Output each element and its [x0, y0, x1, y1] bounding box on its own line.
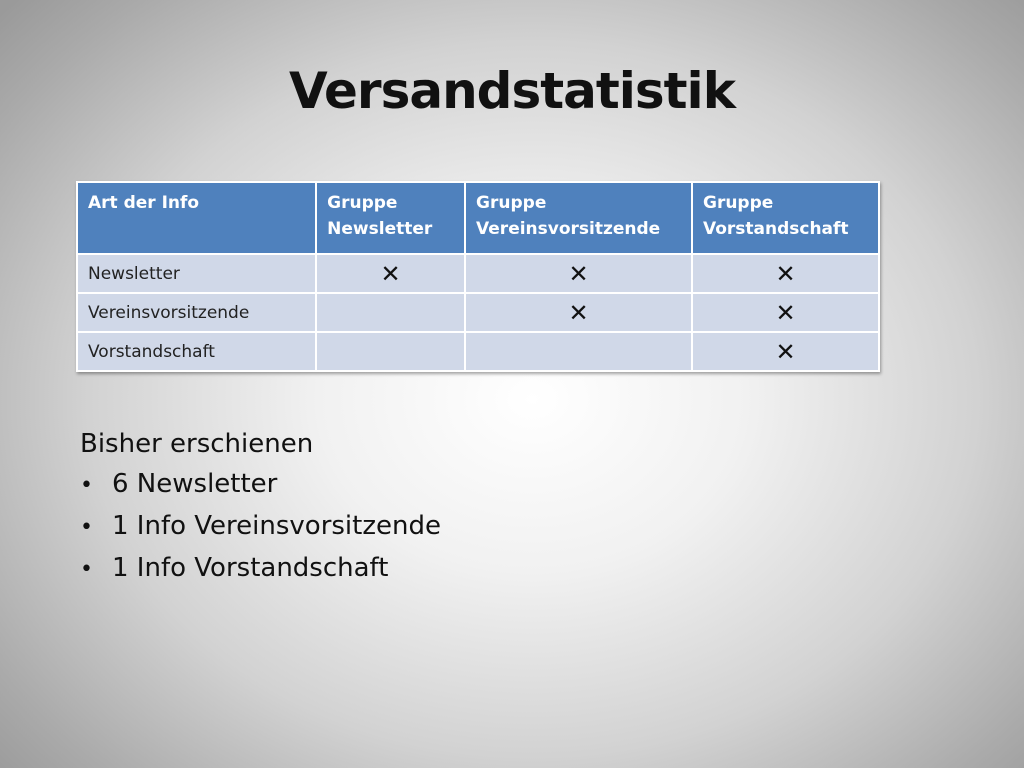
header-line: Vereinsvorsitzende	[476, 219, 661, 239]
mark-cell	[693, 294, 878, 331]
mark-cell	[317, 255, 464, 292]
cross-mark-icon: ✕	[568, 259, 589, 288]
header-gruppe-vereinsvorsitzende	[466, 183, 691, 253]
list-item	[80, 548, 441, 590]
header-gruppe-newsletter	[317, 183, 464, 253]
list-item-text: 1 Info Vereinsvorsitzende	[112, 511, 441, 541]
header-art-der-info	[78, 183, 315, 253]
header-line: Gruppe	[476, 193, 547, 213]
mark-cell	[317, 333, 464, 370]
table-row	[78, 255, 878, 292]
cross-mark-icon: ✕	[775, 337, 796, 366]
distribution-table	[76, 181, 880, 372]
cross-mark-icon: ✕	[380, 259, 401, 288]
header-line: Gruppe	[702, 193, 774, 213]
header-gruppe-vorstandschaft	[693, 183, 878, 253]
row-label: Newsletter	[78, 255, 315, 292]
mark-cell	[317, 294, 464, 331]
mark-cell	[693, 255, 878, 292]
cross-mark-icon: ✕	[775, 298, 796, 327]
row-label: Vorstandschaft	[78, 333, 315, 370]
summary-section	[80, 424, 441, 590]
summary-list	[80, 464, 441, 590]
table-header-row	[78, 183, 878, 253]
table-row	[78, 294, 878, 331]
row-label: Vereinsvorsitzende	[78, 294, 315, 331]
slide-title: Versandstatistik	[289, 62, 735, 120]
header-line: Gruppe	[327, 193, 398, 213]
mark-cell	[466, 255, 691, 292]
list-item	[80, 464, 441, 506]
list-item-text: 1 Info Vorstandschaft	[112, 553, 389, 583]
bullet-icon: •	[80, 557, 93, 582]
cross-mark-icon: ✕	[568, 298, 589, 327]
bullet-icon: •	[80, 515, 93, 540]
summary-heading: Bisher erschienen	[80, 429, 314, 459]
cross-mark-icon: ✕	[775, 259, 796, 288]
mark-cell	[466, 294, 691, 331]
header-line: Vorstandschaft	[702, 219, 849, 239]
mark-cell	[466, 333, 691, 370]
list-item	[80, 506, 441, 548]
mark-cell	[693, 333, 878, 370]
header-line: Newsletter	[327, 219, 433, 239]
table-row	[78, 333, 878, 370]
header-line: Art der Info	[88, 193, 200, 213]
list-item-text: 6 Newsletter	[112, 469, 278, 499]
bullet-icon: •	[80, 473, 93, 498]
